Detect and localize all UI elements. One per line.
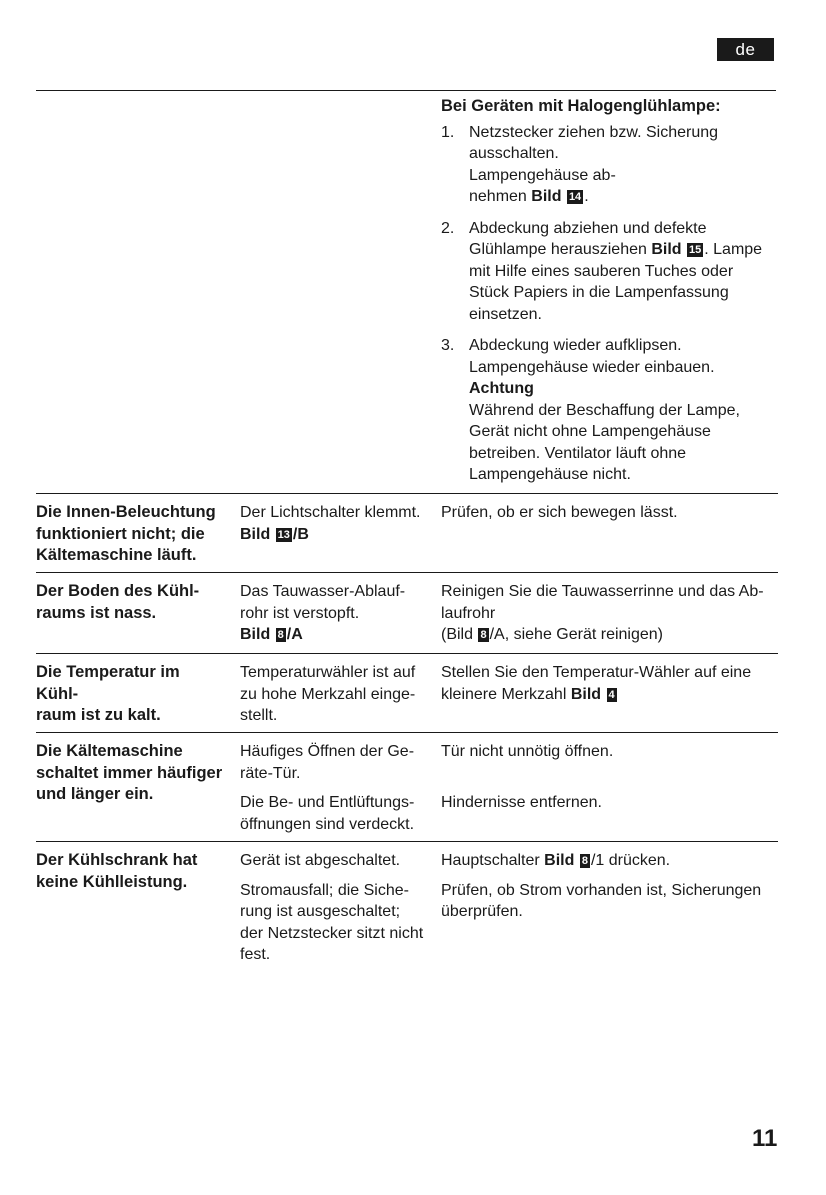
warning-label: Achtung — [469, 380, 534, 397]
step-2: 2. Abdeckung abziehen und defekte Glühlampe herausziehen Bild 15 . Lampe mit Hilfe eines sauberen Tuches oder Stück Papiers in die Lampenfassung einsetzen. — [441, 219, 763, 323]
figure-ref-badge: 8 — [480, 629, 487, 641]
table-row — [36, 732, 778, 841]
cause-cell: Der Lichtschalter klemmt. Bild 13 /B — [240, 504, 421, 543]
cause-cell: Temperaturwähler ist auf zu hohe Merkzahl einge- stellt. — [240, 664, 416, 724]
figure-ref-badge: 15 — [689, 244, 702, 256]
top-rule — [36, 90, 776, 91]
fix-cell: Hauptschalter Bild 8 /1 drücken. Prüfen, ob Strom vorhanden ist, Sicherungen überprüfen. — [441, 852, 762, 920]
cause-cell: Das Tauwasser-Ablauf- rohr ist verstopft. Bild 8 /A — [240, 583, 406, 643]
halogen-section — [441, 96, 781, 496]
table-row — [36, 841, 778, 982]
figure-ref-badge: 14 — [568, 191, 582, 203]
fix-cell: Stellen Sie den Temperatur-Wähler auf eine kleinere Merkzahl Bild 4 — [441, 664, 752, 703]
troubleshooting-table — [36, 493, 778, 982]
step-1: 1. Netzstecker ziehen bzw. Sicherung ausschalten. Lampengehäuse ab- nehmen Bild 14 . — [441, 123, 719, 205]
figure-ref-badge: 8 — [277, 629, 284, 641]
cause-cell: Häufiges Öffnen der Ge- räte-Tür. Die Be- und Entlüftungs- öffnungen sind verdeckt. — [240, 743, 415, 833]
table-row — [36, 653, 778, 732]
problem-cell: Der Kühlschrank hat keine Kühlleistung. — [36, 851, 198, 891]
figure-ref-badge: 4 — [608, 688, 615, 701]
page-number: 11 — [752, 1125, 778, 1152]
cause-cell: Gerät ist abgeschaltet. Stromausfall; die Siche- rung ist ausgeschaltet; der Netzstecker sitzt nicht fest. — [240, 852, 424, 963]
fix-cell: Prüfen, ob er sich bewegen lässt. — [441, 504, 678, 521]
fix-cell: Tür nicht unnötig öffnen. Hindernisse entfernen. — [441, 743, 614, 811]
table-row — [36, 493, 778, 572]
halogen-steps — [441, 122, 781, 486]
problem-cell: Die Innen-Beleuchtung funktioniert nicht; die Kältemaschine läuft. — [36, 503, 216, 564]
step-3: 3. Abdeckung wieder aufklipsen. Lampengehäuse wieder einbauen. Achtung Während der Beschaffung der Lampe, Gerät nicht ohne Lampengehäuse betreiben. Ventilator läuft ohne Lampengehäuse nicht. — [441, 335, 781, 486]
problem-cell: Die Temperatur im Kühl- raum ist zu kalt. — [36, 663, 180, 724]
halogen-heading: Bei Geräten mit Halogenglühlampe: — [441, 97, 721, 115]
table-row — [36, 572, 778, 653]
fix-cell: Reinigen Sie die Tauwasserrinne und das Ab- laufrohr (Bild 8 /A, siehe Gerät reinigen) — [441, 583, 764, 643]
figure-ref-badge: 8 — [581, 855, 588, 867]
language-badge: de — [717, 38, 774, 61]
figure-ref-badge: 13 — [277, 528, 290, 541]
problem-cell: Die Kältemaschine schaltet immer häufiger und länger ein. — [36, 742, 223, 803]
problem-cell: Der Boden des Kühl- raums ist nass. — [36, 582, 200, 622]
